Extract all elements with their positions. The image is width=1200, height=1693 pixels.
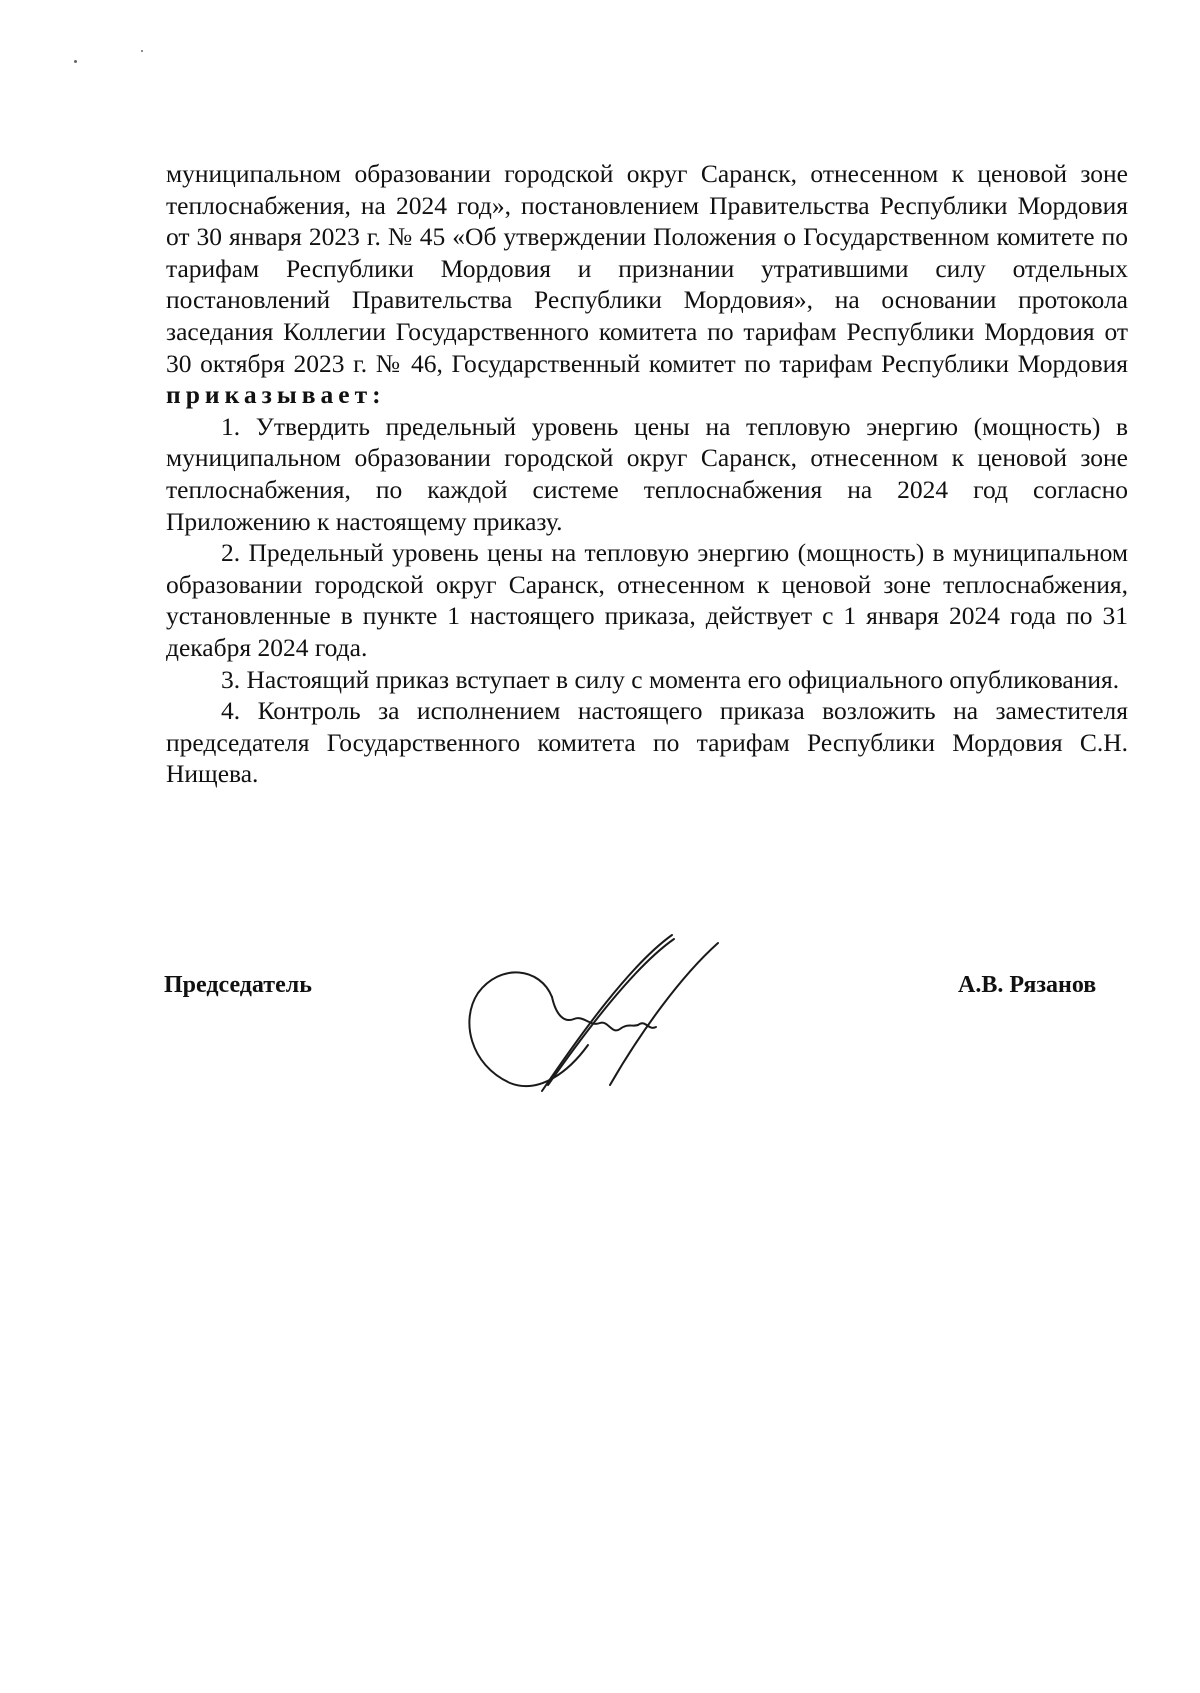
scan-speck	[74, 60, 77, 63]
signatory-name: А.В. Рязанов	[958, 972, 1097, 998]
order-word: приказывает	[166, 380, 373, 410]
scan-speck	[141, 50, 143, 52]
handwritten-signature	[460, 915, 740, 1095]
intro-text: муниципальном образовании городской округ Саранск, отнесенном к ценовой зоне теплоснабжения, на 2024 год», постановлением Правительства Республики Мордовия от 30 января 2023 г. № 45 «Об утверждении Положения о Государственном комитете по тарифам Республики Мордовия и признании утратившими силу отдельных постановлений Правительства Республики Мордовия», на основании протокола заседания Коллегии Государственного комитета по тарифам Республики Мордовия от 30 октября 2023 г. № 46, Государственный комитет по тарифам Республики Мордовия	[166, 159, 1128, 378]
order-item-3: 3. Настоящий приказ вступает в силу с момента его официального опубликования.	[221, 664, 1120, 694]
order-colon: :	[372, 380, 381, 410]
order-item-2: 2. Предельный уровень цены на тепловую энергию (мощность) в муниципальном образовании городской округ Саранск, отнесенном к ценовой зоне теплоснабжения, установленные в пункте 1 настоящего приказа, действует с 1 января 2024 года по 31 декабря 2024 года.	[166, 538, 1128, 662]
intro-paragraph	[166, 158, 1128, 411]
signatory-position: Председатель	[164, 972, 312, 998]
document-body	[166, 158, 1128, 790]
order-item-4: 4. Контроль за исполнением настоящего приказа возложить на заместителя председателя Государственного комитета по тарифам Республики Мордовия С.Н. Нищева.	[166, 696, 1128, 789]
order-item-1: 1. Утвердить предельный уровень цены на тепловую энергию (мощность) в муниципальном образовании городской округ Саранск, отнесенном к ценовой зоне теплоснабжения, по каждой системе теплоснабжения на 2024 год согласно Приложению к настоящему приказу.	[166, 411, 1128, 536]
